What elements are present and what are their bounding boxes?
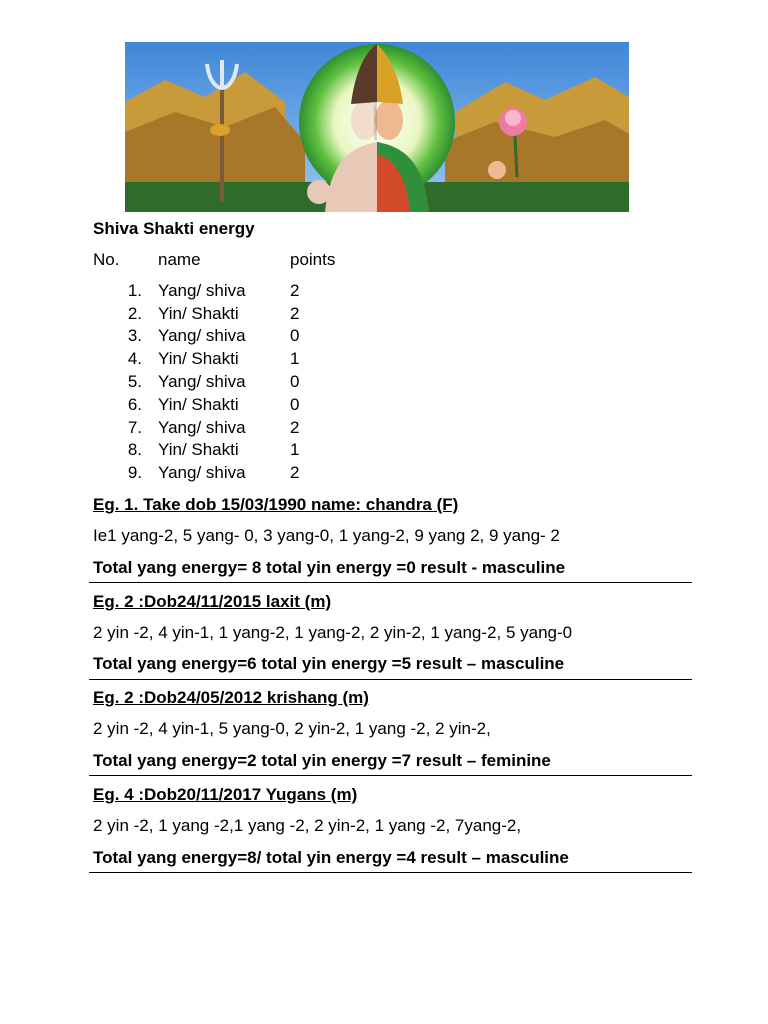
example-2-heading: Eg. 2 :Dob24/11/2015 laxit (m)	[93, 592, 332, 611]
row-number: 8.	[127, 440, 142, 459]
row-number: 2.	[127, 304, 142, 323]
row-points: 0	[290, 326, 300, 345]
table-header-name: name	[158, 250, 201, 269]
table-header-points: points	[290, 250, 336, 269]
row-points: 2	[290, 304, 300, 323]
row-name: Yang/ shiva	[158, 463, 246, 482]
row-number: 5.	[127, 372, 142, 391]
example-2-total: Total yang energy=6 total yin energy =5 result – masculine	[93, 654, 565, 673]
row-name: Yin/ Shakti	[158, 440, 239, 459]
row-points: 2	[290, 418, 300, 437]
example-4-calculation: 2 yin -2, 1 yang -2,1 yang -2, 2 yin-2, 1 yang -2, 7yang-2,	[93, 816, 522, 835]
divider	[89, 679, 692, 680]
divider	[89, 872, 692, 873]
row-name: Yin/ Shakti	[158, 349, 239, 368]
row-points: 1	[290, 349, 300, 368]
row-number: 1.	[127, 281, 142, 300]
row-name: Yin/ Shakti	[158, 395, 239, 414]
row-number: 3.	[127, 326, 142, 345]
example-1-heading: Eg. 1. Take dob 15/03/1990 name: chandra (F)	[93, 495, 459, 514]
row-points: 1	[290, 440, 300, 459]
row-name: Yang/ shiva	[158, 326, 246, 345]
row-points: 2	[290, 281, 300, 300]
example-2-calculation: 2 yin -2, 4 yin-1, 1 yang-2, 1 yang-2, 2 yin-2, 1 yang-2, 5 yang-0	[93, 623, 573, 642]
row-name: Yang/ shiva	[158, 418, 246, 437]
divider	[89, 775, 692, 776]
document-title: Shiva Shakti energy	[93, 219, 255, 238]
example-1-total: Total yang energy= 8 total yin energy =0 result - masculine	[93, 558, 566, 577]
row-number: 6.	[127, 395, 142, 414]
row-number: 7.	[127, 418, 142, 437]
divider	[89, 582, 692, 583]
row-number: 9.	[127, 463, 142, 482]
example-4-total: Total yang energy=8/ total yin energy =4 result – masculine	[93, 848, 569, 867]
example-4-heading: Eg. 4 :Dob20/11/2017 Yugans (m)	[93, 785, 358, 804]
row-number: 4.	[127, 349, 142, 368]
table-header-no: No.	[93, 250, 120, 269]
shiva-shakti-image	[125, 42, 629, 212]
row-points: 0	[290, 372, 300, 391]
row-name: Yang/ shiva	[158, 372, 246, 391]
example-3-total: Total yang energy=2 total yin energy =7 result – feminine	[93, 751, 551, 770]
row-points: 0	[290, 395, 300, 414]
row-points: 2	[290, 463, 300, 482]
row-name: Yang/ shiva	[158, 281, 246, 300]
example-1-calculation: Ie1 yang-2, 5 yang- 0, 3 yang-0, 1 yang-2, 9 yang 2, 9 yang- 2	[93, 526, 560, 545]
example-3-calculation: 2 yin -2, 4 yin-1, 5 yang-0, 2 yin-2, 1 yang -2, 2 yin-2,	[93, 719, 491, 738]
example-3-heading: Eg. 2 :Dob24/05/2012 krishang (m)	[93, 688, 369, 707]
row-name: Yin/ Shakti	[158, 304, 239, 323]
